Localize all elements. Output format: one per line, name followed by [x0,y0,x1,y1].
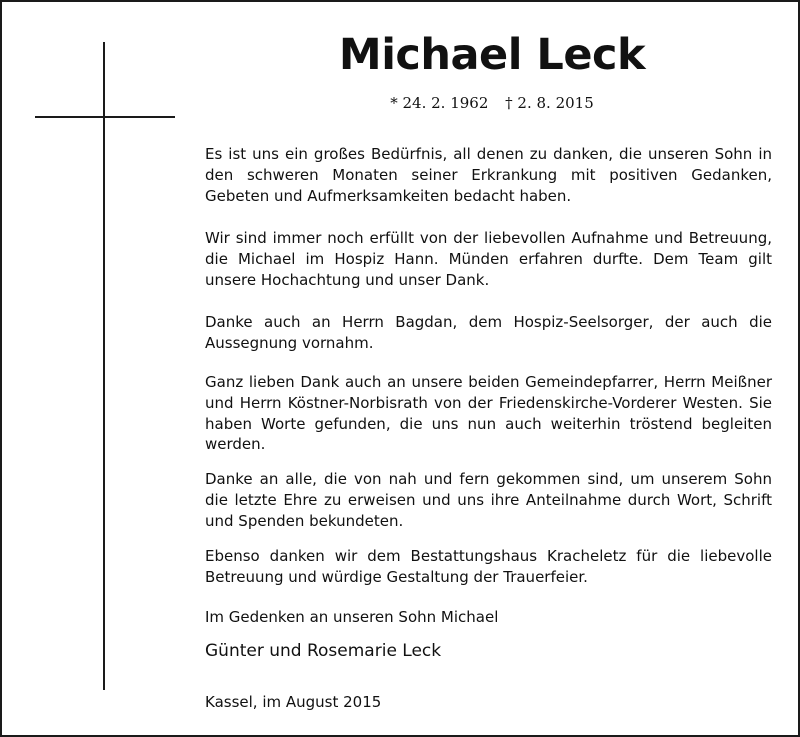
paragraph: Wir sind immer noch erfüllt von der liebevollen Aufnahme und Betreuung, die Michael im Hospiz Hann. Münden erfahren durfte. Dem Team gilt unsere Hochachtung und unser Dank. [205,229,772,289]
thanks-text [205,144,772,586]
cross-icon [103,42,105,690]
paragraph: Ebenso danken wir dem Bestattungshaus Kracheletz für die liebevolle Betreuung und würdige Gestaltung der Trauerfeier. [205,547,772,586]
cross-icon-bar [35,116,175,118]
birth-date: * 24. 2. 1962 [390,94,489,112]
place-date: Kassel, im August 2015 [205,693,382,711]
life-dates [322,94,662,112]
paragraph: Ganz lieben Dank auch an unsere beiden Gemeindepfarrer, Herrn Meißner und Herrn Köstner-Norbisrath von der Friedenskirche-Vorderer Westen. Sie haben Worte gefunden, die uns nun auch weiterhin tröstend begleiten werden. [205,373,772,454]
death-date: † 2. 8. 2015 [505,94,594,112]
memory-line: Im Gedenken an unseren Sohn Michael [205,608,499,626]
paragraph: Es ist uns ein großes Bedürfnis, all denen zu danken, die unseren Sohn in den schweren Monaten seiner Erkrankung mit positiven Gedanken, Gebeten und Aufmerksamkeiten bedacht haben. [205,145,772,205]
signers: Günter und Rosemarie Leck [205,641,442,661]
deceased-name: Michael Leck [338,30,646,80]
paragraph: Danke auch an Herrn Bagdan, dem Hospiz-Seelsorger, der auch die Aussegnung vornahm. [205,313,772,352]
paragraph: Danke an alle, die von nah und fern gekommen sind, um unserem Sohn die letzte Ehre zu erweisen und uns ihre Anteilnahme durch Wort, Schrift und Spenden bekundeten. [205,470,772,530]
